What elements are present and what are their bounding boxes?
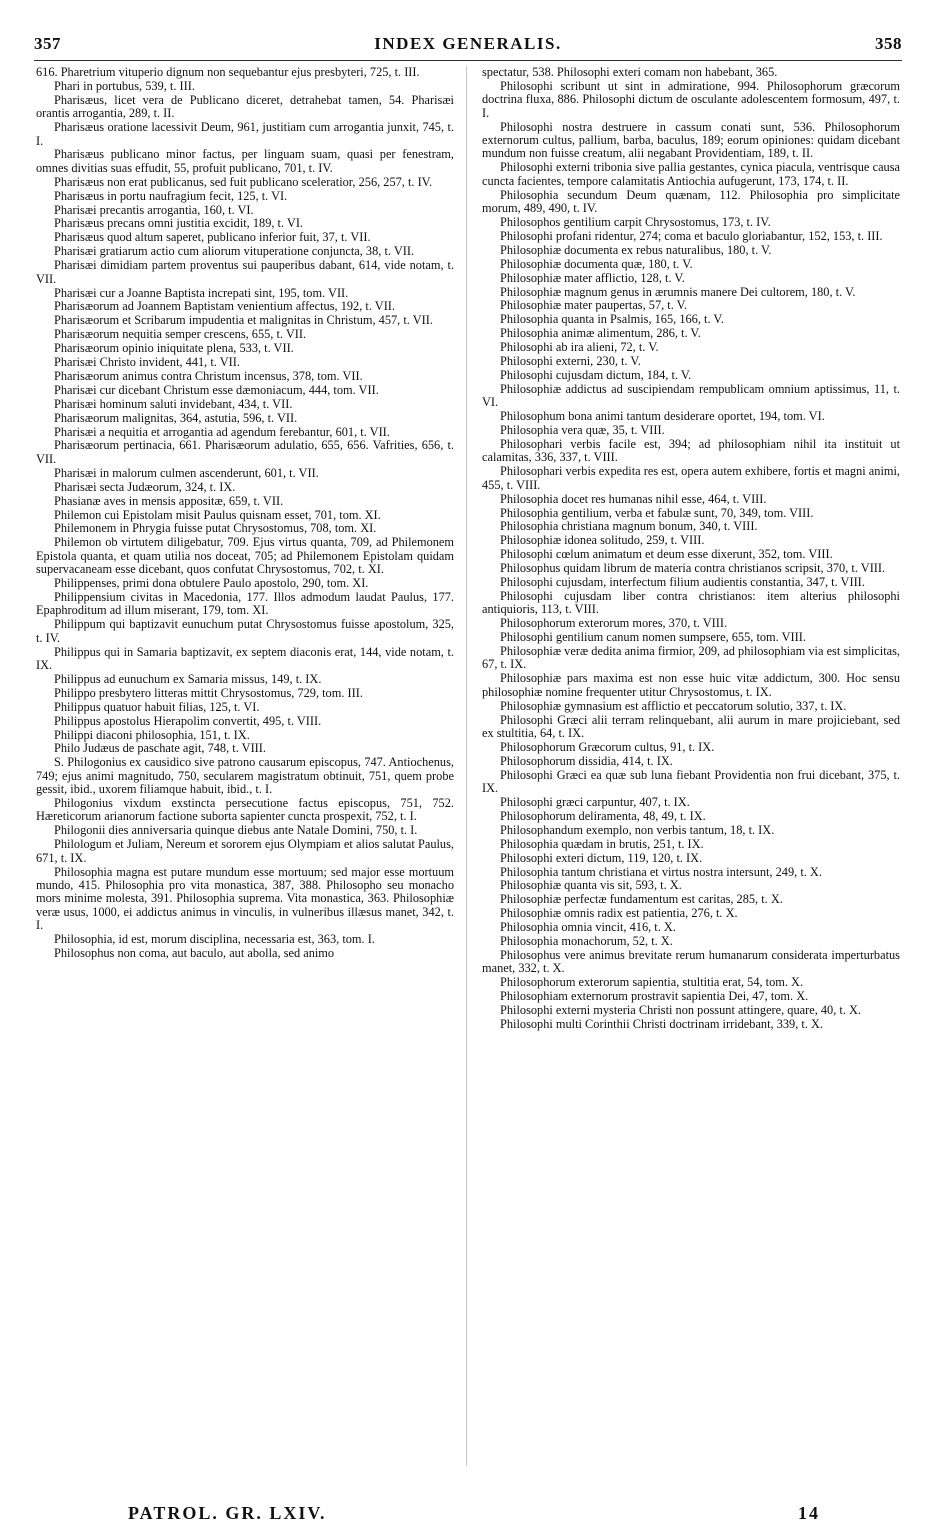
index-entry: Philosophiæ gymnasium est afflictio et peccatorum solutio, 337, t. IX. [500,698,847,713]
index-entry: Philosophia monachorum, 52, t. X. [500,934,673,949]
index-entry: Pharisæorum ad Joannem Baptistam venientium affectus, 192, t. VII. [54,299,395,314]
index-entry: Philosophari verbis expedita res est, opera autem exhibere, fortis et magni animi, 455, t. VIII. [482,464,900,492]
index-entry: 616. Pharetrium vituperio dignum non sequebantur ejus presbyteri, 725, t. III. [36,65,420,79]
index-entry: Philosophia, id est, morum disciplina, necessaria est, 363, tom. I. [54,932,375,947]
index-entry: Philosophia gentilium, verba et fabulæ sunt, 70, 349, tom. VIII. [500,505,814,520]
index-entry: spectatur, 538. Philosophi exteri comam non habebant, 365. [482,65,778,79]
index-entry: Philosophi gentilium canum nomen sumpsere, 655, tom. VIII. [500,630,806,645]
index-entry: Philosophi Græci ea quæ sub luna fiebant Providentia non frui dicebant, 375, t. IX. [482,767,900,796]
index-entry: Philosophiæ mater paupertas, 57, t. V. [500,298,688,313]
index-entry: Philosophia omnia vincit, 416, t. X. [500,920,676,935]
index-entry: Philosophi cujusdam dictum, 184, t. V. [500,367,692,382]
index-entry: Philosophandum exemplo, non verbis tantum, 18, t. IX. [500,822,775,837]
index-entry: Philosophia vera quæ, 35, t. VIII. [500,423,665,438]
index-entry: Philosophiæ pars maxima est non esse huic vitæ addictum, 300. Hoc sensu philosophiæ nomine frequenter utitur Chrysostomus, t. IX. [482,671,900,699]
index-entry: Philosophorum exterorum mores, 370, t. VIII. [500,616,728,631]
index-entry: Philemon ob virtutem diligebatur, 709. Ejus virtus quanta, 709, ad Philemonem Epistola quanta, et quam utilia nos doceat, 705; ad Philemonem Epistolam quidam supervacaneam esse dicebant, quos confutat Chrysostomus, 702, t. XI. [36,535,454,577]
index-entry: Philemon cui Epistolam misit Paulus quisnam esset, 701, tom. XI. [54,507,381,522]
index-entry: Philosophorum exterorum sapientia, stultitia erat, 54, tom. X. [500,975,804,990]
index-entry: Philosophia tantum christiana et virtus nostra intersunt, 249, t. X. [500,864,822,879]
index-entry: Philo Judæus de paschate agit, 748, t. VIII. [54,741,266,756]
index-entry: Philosophorum dissidia, 414, t. IX. [500,753,673,768]
index-entry: Philosophi profani ridentur, 274; coma et baculo gloriabantur, 152, 153, t. III. [500,228,883,243]
index-entry: Philippensium civitas in Macedonia, 177. Illos admodum laudat Paulus, 177. Epaphroditum ad illum miserant, 179, tom. XI. [36,589,454,618]
index-entry: Pharisæus, licet vera de Publicano diceret, detrahebat tamen, 54. Pharisæi orantis arrogantia, 289, t. II. [36,92,454,121]
index-entry: Philippum qui baptizavit eunuchum putat Chrysostomus fuisse apostolum, 325, t. IV. [36,617,454,645]
right-page-number: 358 [875,34,902,53]
index-entry: Philosophi externi, 230, t. V. [500,354,641,369]
index-entry: Pharisæi dimidiam partem proventus sui pauperibus dabant, 614, vide notam, t. VII. [36,258,454,286]
index-entry: Pharisæi cur dicebant Christum esse dæmoniacum, 444, tom. VII. [54,382,379,397]
index-entry: Philosophus vere animus brevitate rerum humanarum considerata imperturbatus manet, 332, t. X. [482,948,900,976]
page-footer [128,1503,820,1524]
index-entry: Pharisæi cur a Joanne Baptista increpati sint, 195, tom. VII. [54,285,349,300]
index-entry: Pharisæus quod altum saperet, publicano inferior fuit, 37, t. VII. [54,230,371,245]
footer-signature: PATROL. GR. LXIV. [128,1503,327,1523]
index-entry: Philosophia quanta in Psalmis, 165, 166, t. V. [500,312,724,327]
index-entry: Philosophiæ documenta ex rebus naturalibus, 180, t. V. [500,242,772,257]
index-entry: Philosophiæ omnis radix est patientia, 276, t. X. [500,906,738,921]
index-entry: Philogonius vixdum exstincta persecutione factus episcopus, 751, 752. Hæreticorum arianorum factione suborta sapienter cuncta prospexit, 752, t. I. [36,796,454,824]
index-entry: Phari in portubus, 539, t. III. [54,78,195,93]
index-entry: Philosophiæ documenta quæ, 180, t. V. [500,256,693,271]
index-entry: Philippus ad eunuchum ex Samaria missus, 149, t. IX. [54,671,322,686]
index-entry: Pharisæi secta Judæorum, 324, t. IX. [54,479,236,494]
index-entry: Pharisæorum opinio iniquitate plena, 533, t. VII. [54,341,294,356]
index-entry: Philosophi cœlum animatum et deum esse dixerunt, 352, tom. VIII. [500,547,833,562]
index-entry: Philosophorum deliramenta, 48, 49, t. IX. [500,808,706,823]
index-entry: Philosophia secundum Deum quænam, 112. Philosophia pro simplicitate morum, 489, 490, t. IV. [482,187,900,216]
index-entry: Pharisæus oratione lacessivit Deum, 961, justitiam cum arrogantia junxit, 745, t. I. [36,120,454,148]
index-entry: Philosophiam externorum prostravit sapientia Dei, 47, tom. X. [500,989,809,1004]
index-entry: Philosophiæ idonea solitudo, 259, t. VIII. [500,533,705,548]
right-column [482,66,900,1032]
index-entry: Philosophi cujusdam, interfectum filium audientis constantia, 347, t. VIII. [500,575,865,590]
index-entry: Philosophi nostra destruere in cassum conati sunt, 536. Philosophorum externorum cultus, pallium, barba, baculus, 189; eorum opiniones: quidam dicebant mundum non fuisse creatum, alii negabant Providentiam, 189, t. II. [482,119,900,161]
index-entry: Philippi diaconi philosophia, 151, t. IX. [54,727,250,742]
page-header [34,34,902,61]
index-entry: Philosophum bona animi tantum desiderare oportet, 194, tom. VI. [500,409,825,424]
index-entry: Philosophia animæ alimentum, 286, t. V. [500,326,701,341]
column-divider [466,66,467,1466]
index-entry: Philosophi externi tribonia sive pallia gestantes, cynica piacula, ventrisque causa cuncta facientes, tempore calamitatis Antiochia aufugerunt, 173, 174, t. II. [482,160,900,188]
index-entry: Philosophiæ veræ dedita anima firmior, 209, ad philosophiam via est simplicitas, 67, t. IX. [482,644,900,672]
index-entry: Philippus qui in Samaria baptizavit, ex septem diaconis erat, 144, vide notam, t. IX. [36,644,454,672]
index-entry: Philippus quatuor habuit filias, 125, t. VI. [54,699,260,714]
index-entry: S. Philogonius ex causidico sive patrono causarum episcopus, 747. Antiochenus, 749; ejus animi magnitudo, 750, secularem magistratum obtinuit, 751, quem probe gessit, ibid., uxorem filiamque habuit, ibid., t. I. [36,755,454,797]
index-entry: Pharisæus precans omni justitia excidit, 189, t. VI. [54,216,304,231]
index-entry: Philippus apostolus Hierapolim convertit, 495, t. VIII. [54,713,322,728]
index-entry: Pharisæi gratiarum actio cum aliorum vituperatione conjuncta, 38, t. VII. [54,244,415,259]
index-entry: Philosophiæ magnum genus in ærumnis manere Dei cultorem, 180, t. V. [500,284,856,299]
index-entry: Philologum et Juliam, Nereum et sororem ejus Olympiam et alios salutat Paulus, 671, t. IX. [36,837,454,865]
left-page-number: 357 [34,34,61,53]
index-entry: Pharisæi precantis arrogantia, 160, t. VI. [54,202,254,217]
index-entry: Philosophia docet res humanas nihil esse, 464, t. VIII. [500,491,767,506]
index-entry: Philosophus quidam librum de materia contra christianos scripsit, 370, t. VIII. [500,561,886,576]
index-entry: Philosophiæ perfectæ fundamentum est caritas, 285, t. X. [500,892,783,907]
index-entry: Philosophi scribunt ut sint in admiratione, 994. Philosophorum græcorum doctrina fluxa, 886. Philosophi dictum de osculante adolescentem formosum, 497, t. I. [482,78,900,120]
footer-number: 14 [798,1503,820,1523]
running-title: INDEX GENERALIS. [374,34,562,53]
index-entry: Philosophiæ mater afflictio, 128, t. V. [500,270,685,285]
index-entry: Philosophi græci carpuntur, 407, t. IX. [500,795,690,810]
index-entry: Philosophiæ addictus ad suscipiendam rempublicam omnium aptissimus, 11, t. VI. [482,381,900,410]
index-entry: Pharisæi hominum saluti invidebant, 434, t. VII. [54,396,293,411]
index-entry: Philosophi Græci alii terram relinquebant, alii aurum in mare projiciebant, sed ex stultitia, 64, t. IX. [482,712,900,740]
index-entry: Philosophi exteri dictum, 119, 120, t. IX. [500,850,703,865]
index-entry: Pharisæorum et Scribarum impudentia et malignitas in Christum, 457, t. VII. [54,313,433,328]
index-entry: Philogonii dies anniversaria quinque diebus ante Natale Domini, 750, t. I. [54,823,418,838]
index-entry: Pharisæi Christo invident, 441, t. VII. [54,355,240,370]
index-entry: Philosophus non coma, aut baculo, aut abolla, sed animo [54,946,335,960]
index-entry: Pharisæorum nequitia semper crescens, 655, t. VII. [54,327,307,342]
index-entry: Philippo presbytero litteras mittit Chrysostomus, 729, tom. III. [54,685,363,700]
index-entry: Philosophia quædam in brutis, 251, t. IX. [500,836,704,851]
index-entry: Philemonem in Phrygia fuisse putat Chrysostomus, 708, tom. XI. [54,521,377,536]
index-entry: Philosophia magna est putare mundum esse mortuum; sed major esse mortuum mundo, 415. Philosophia pro vita monastica, 387, 388. Philosopho seu monacho mors minime molesta, 391. Philosophia suprema. Vita monastica, 363. Philosophiæ veræ usus, 1000, ei addictus animus in vinculis, in vulneribus illæsus manet, 342, t. I. [36,864,454,933]
index-entry: Philosophia christiana magnum bonum, 340, t. VIII. [500,519,758,534]
index-entry: Philosophi cujusdam liber contra christianos: item alterius philosophi antiquioris, 113, t. VIII. [482,588,900,617]
index-entry: Philosophiæ quanta vis sit, 593, t. X. [500,878,682,893]
index-entry: Philosophi externi mysteria Christi non possunt attingere, quare, 40, t. X. [500,1003,862,1018]
index-entry: Pharisæorum pertinacia, 661. Pharisæorum adulatio, 655, 656. Vafrities, 656, t. VII. [36,438,454,466]
index-entry: Pharisæus in portu naufragium fecit, 125, t. VI. [54,188,288,203]
index-entry: Philippenses, primi dona obtulere Paulo apostolo, 290, tom. XI. [54,576,369,591]
index-entry: Philosophi ab ira alieni, 72, t. V. [500,340,659,355]
index-entry: Pharisæus publicano minor factus, per linguam suam, quasi per fenestram, omnes divitias suas effudit, 55, profuit publicano, 701, t. IV. [36,147,454,175]
index-entry: Philosophi multi Corinthii Christi doctrinam irridebant, 339, t. X. [500,1017,823,1032]
index-entry: Pharisæus non erat publicanus, sed fuit publicano sceleratior, 256, 257, t. IV. [54,174,433,189]
index-entry: Pharisæi a nequitia et arrogantia ad agendum ferebantur, 601, t. VII. [54,424,390,439]
index-entry: Philosophos gentilium carpit Chrysostomus, 173, t. IV. [500,214,771,229]
index-entry: Phasianæ aves in mensis appositæ, 659, t. VII. [54,493,284,508]
index-entry: Pharisæi in malorum culmen ascenderunt, 601, t. VII. [54,465,319,480]
index-entry: Pharisæorum animus contra Christum incensus, 378, tom. VII. [54,368,363,383]
left-column [36,66,454,961]
index-entry: Philosophari verbis facile est, 394; ad philosophiam nihil ita instituit ut calamitas, 336, 337, t. VIII. [482,436,900,465]
index-entry: Pharisæorum malignitas, 364, astutia, 596, t. VII. [54,410,298,425]
index-entry: Philosophorum Græcorum cultus, 91, t. IX. [500,739,715,754]
